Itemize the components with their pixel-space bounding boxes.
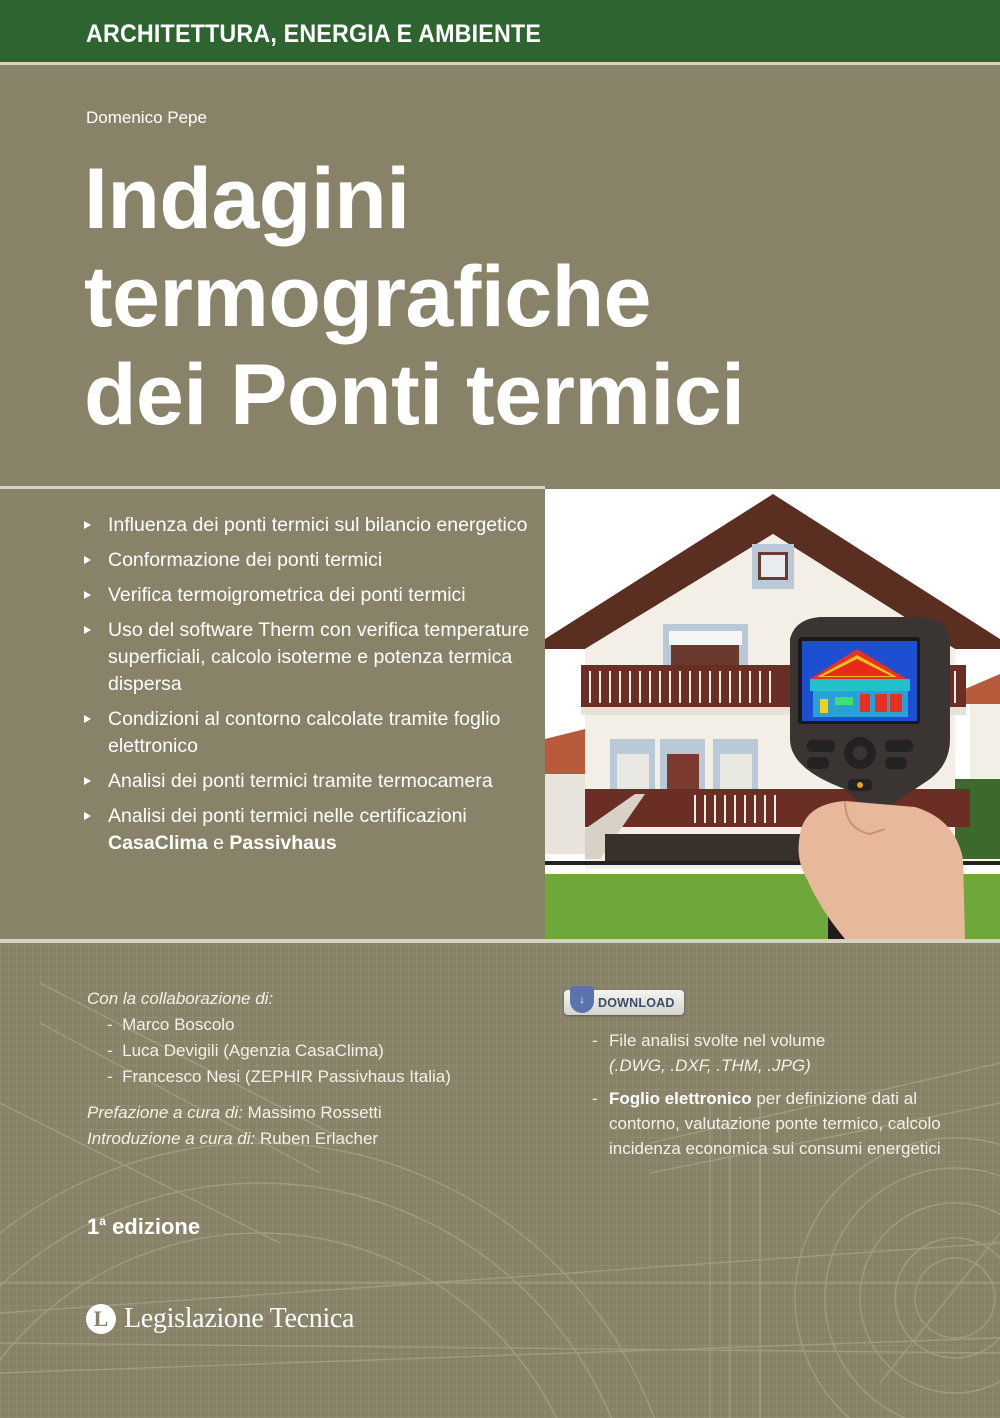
collaboration-label: Con la collaborazione di: <box>87 989 274 1008</box>
topic-item: Influenza dei ponti termici sul bilancio energetico <box>84 512 534 539</box>
title-line: termografiche <box>84 249 651 345</box>
title-line: dei Ponti termici <box>84 347 745 443</box>
collaborator-name: - Marco Boscolo <box>107 1012 451 1038</box>
thermal-camera-house-illustration <box>545 489 1000 939</box>
publisher-logo <box>86 1303 354 1335</box>
topic-item: Uso del software Therm con verifica temperature superficiali, calcolo isoterme e potenza termica dispersa <box>84 617 534 698</box>
download-badge <box>564 990 684 1015</box>
triangle-bullet-icon <box>84 777 91 785</box>
topic-item: Conformazione dei ponti termici <box>84 547 534 574</box>
topics-list <box>84 512 534 865</box>
series-title: ARCHITETTURA, ENERGIA E AMBIENTE <box>86 20 542 48</box>
download-item: - File analisi svolte nel volume (.DWG, .DXF, .THM, .JPG) <box>592 1028 952 1078</box>
triangle-bullet-icon <box>84 556 91 564</box>
topic-item: Analisi dei ponti termici nelle certificazioni CasaClima e Passivhaus <box>84 803 534 857</box>
edition-label: 1$^a$ edizione <box>87 1214 201 1239</box>
collaborator-name: - Luca Devigili (Agenzia CasaClima) <box>107 1038 451 1064</box>
topic-item: Condizioni al contorno calcolate tramite foglio elettronico <box>84 706 534 760</box>
publisher-name: Legislazione Tecnica <box>124 1303 355 1334</box>
author-name: Domenico Pepe <box>86 108 207 127</box>
introduction-credit: Introduzione a cura di: Ruben Erlacher <box>87 1129 379 1148</box>
download-label: DOWNLOAD <box>598 995 675 1010</box>
title-line: Indagini <box>84 151 410 247</box>
topic-item: Verifica termoigrometrica dei ponti termici <box>84 582 534 609</box>
book-title <box>84 150 745 444</box>
series-banner <box>0 0 1000 62</box>
triangle-bullet-icon <box>84 715 91 723</box>
collaborator-name: - Francesco Nesi (ZEPHIR Passivhaus Italia) <box>107 1064 451 1090</box>
topic-item: Analisi dei ponti termici tramite termocamera <box>84 768 534 795</box>
triangle-bullet-icon <box>84 591 91 599</box>
preface-credit: Prefazione a cura di: Massimo Rossetti <box>87 1103 382 1122</box>
cover-photo <box>545 489 1000 939</box>
download-chevron-icon: ↓ <box>570 986 594 1013</box>
triangle-bullet-icon <box>84 521 91 529</box>
triangle-bullet-icon <box>84 626 91 634</box>
collaborators-section <box>87 986 451 1152</box>
publisher-emblem-icon: L <box>86 1304 116 1334</box>
triangle-bullet-icon <box>84 812 91 820</box>
collaborators-list <box>87 1012 451 1090</box>
download-contents <box>592 1028 952 1169</box>
download-item: - Foglio elettronico per definizione dati al contorno, valutazione ponte termico, calcolo incidenza economica sui consumi energetici <box>592 1086 952 1161</box>
